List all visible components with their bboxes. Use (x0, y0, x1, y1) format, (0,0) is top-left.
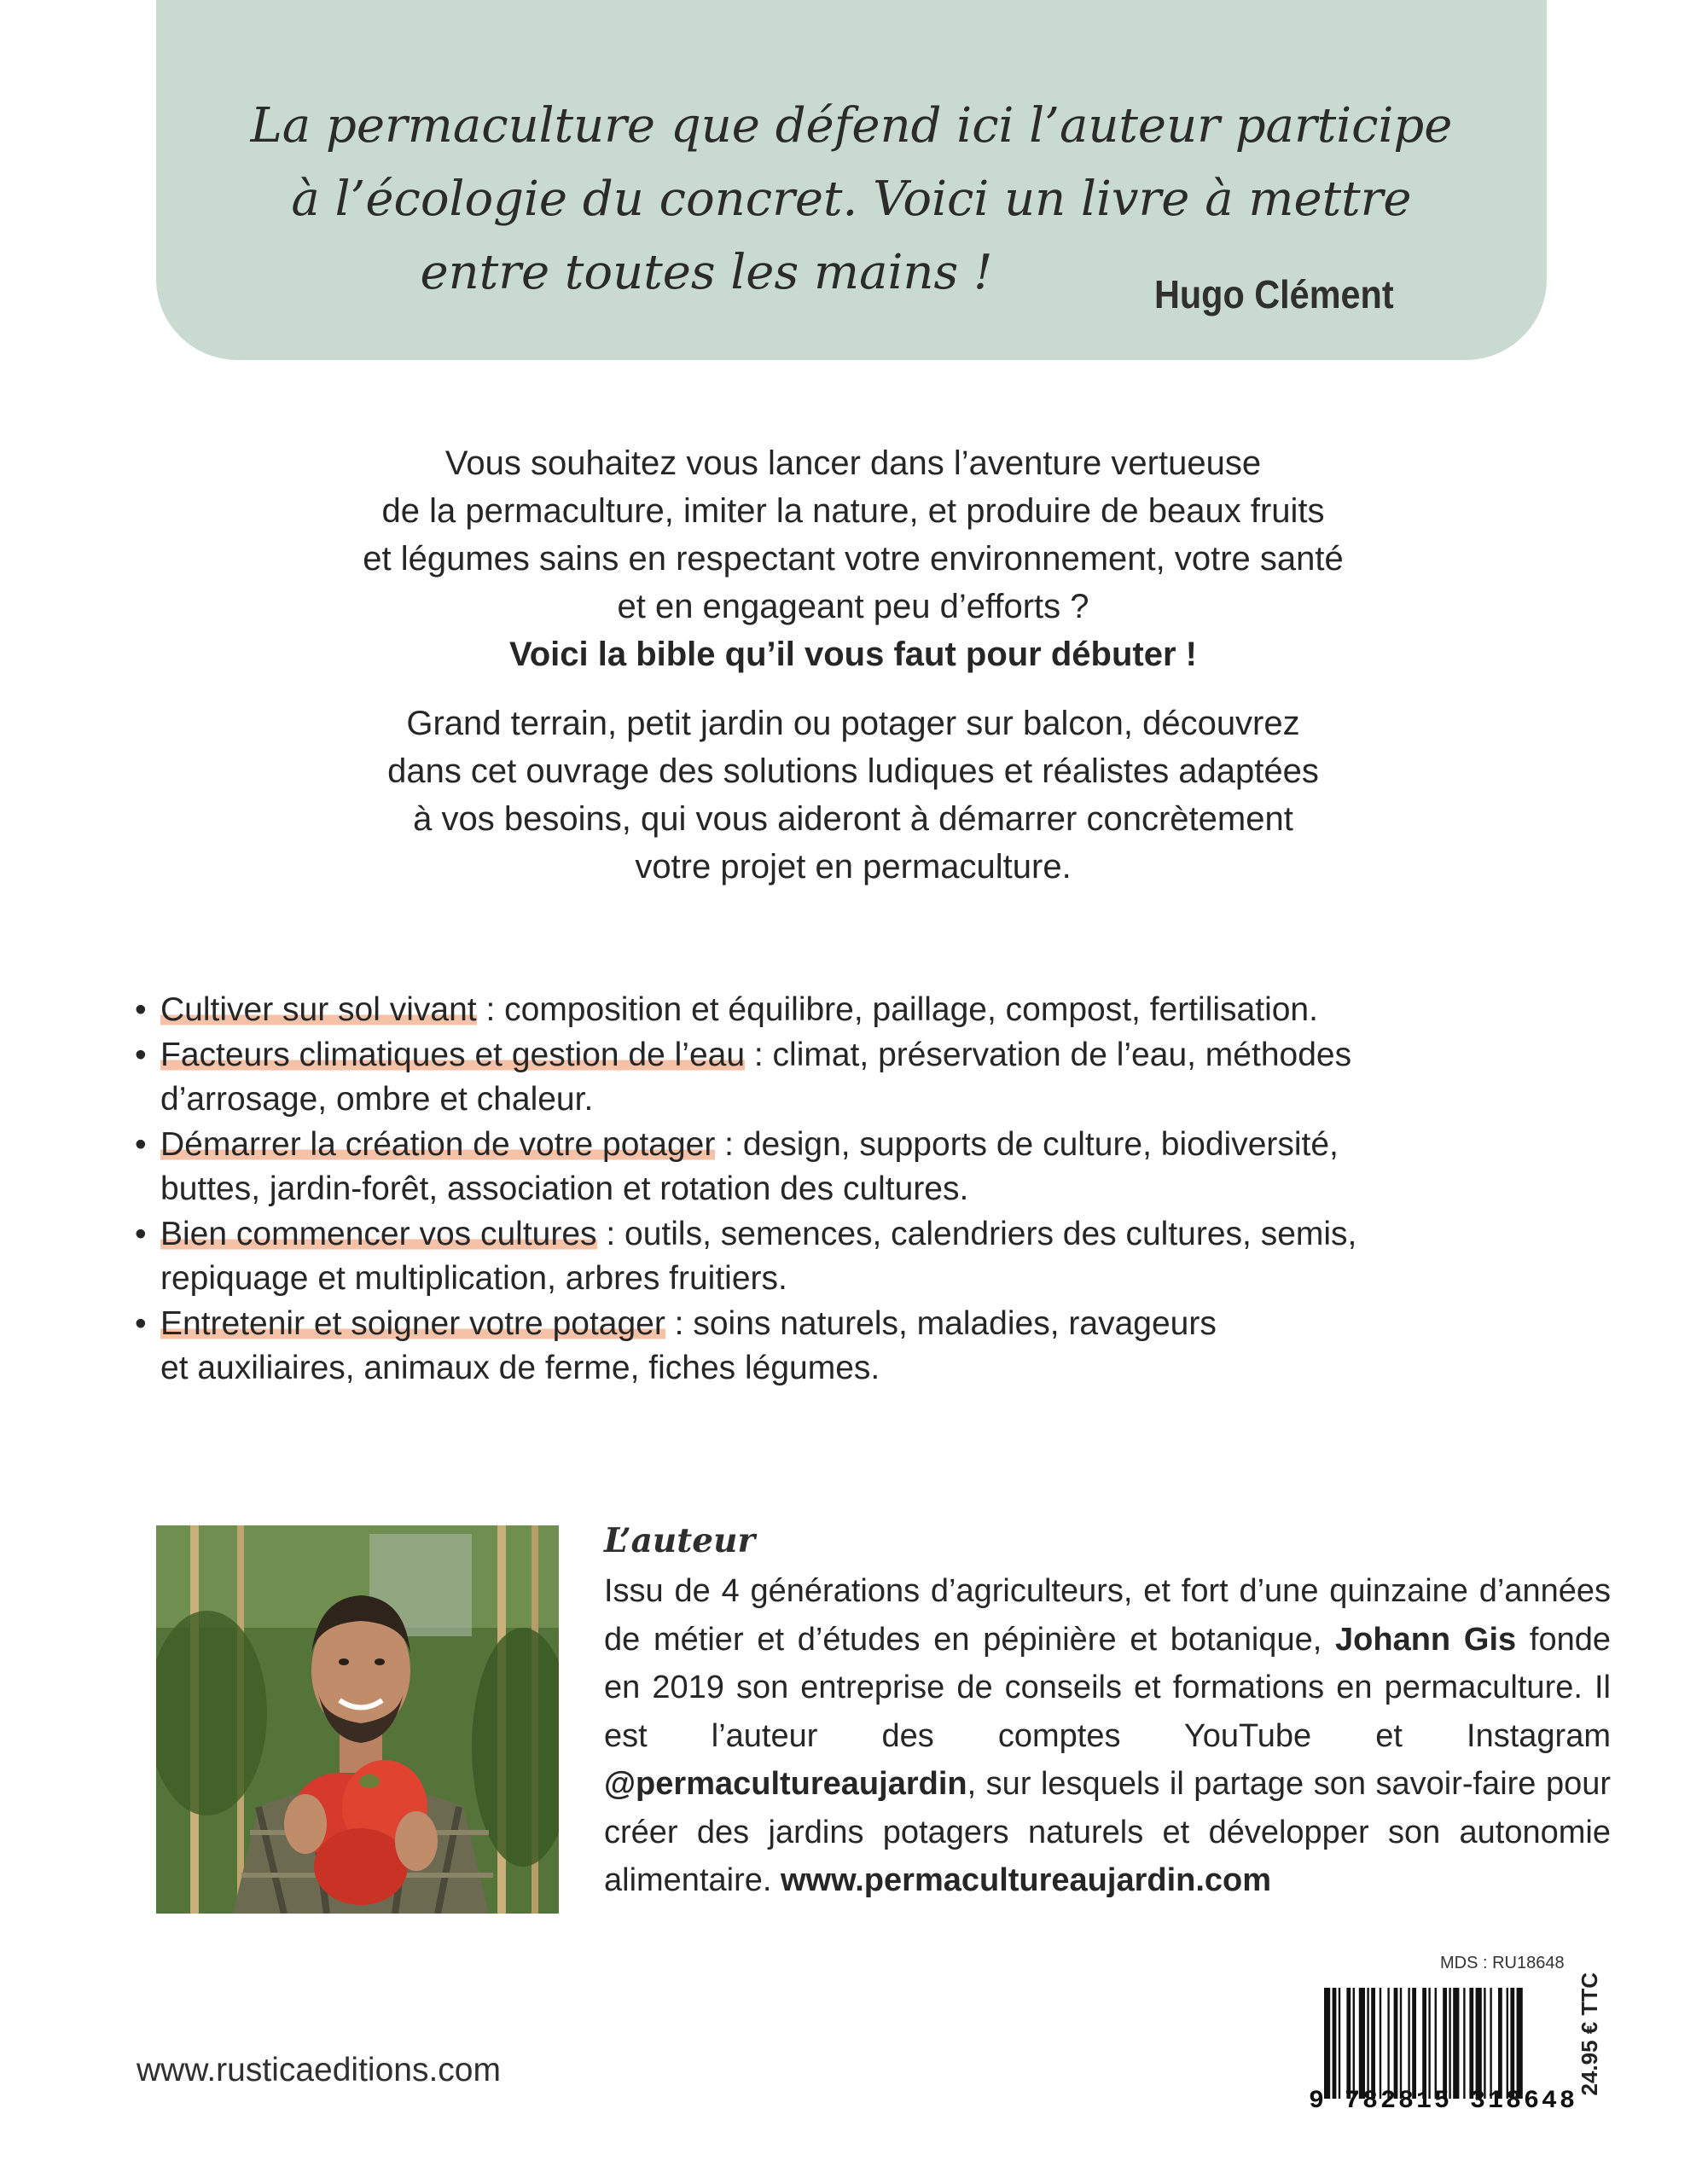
intro-line: de la permaculture, imiter la nature, et produire de beaux fruits (381, 492, 1325, 530)
barcode-bar (1412, 1988, 1416, 2099)
barcode-bar (1400, 1988, 1402, 2099)
bullet-dot: • (135, 1305, 147, 1342)
barcode-bar (1324, 1988, 1330, 2099)
intro-line: votre projet en permaculture. (635, 848, 1072, 886)
author-bio-text: , sur lesquels il partage son savoir-faire pour créer des jardins potagers naturels et développer son autonomie alimentaire. (604, 1766, 1611, 1898)
barcode-bar (1380, 1988, 1381, 2099)
barcode-bar (1453, 1988, 1459, 2099)
intro-tagline: Voici la bible qu’il vous faut pour débuter ! (509, 636, 1197, 673)
author-section (604, 1521, 1611, 1905)
barcode-bar (1367, 1988, 1368, 2099)
author-bio (604, 1567, 1611, 1905)
publisher-website: www.rusticaeditions.com (137, 2052, 501, 2088)
quote-line: La permaculture que défend ici l’auteur participe (250, 98, 1453, 154)
intro-paragraph-1 (171, 439, 1536, 678)
author-photo-illustration (156, 1525, 559, 1914)
topic-text: : climat, préservation de l’eau, méthodes (745, 1037, 1352, 1073)
barcode-bar (1353, 1988, 1355, 2099)
barcode-bar (1490, 1988, 1491, 2099)
topic-text-continued: repiquage et multiplication, arbres fruitiers. (160, 1260, 787, 1297)
author-section-title: L’auteur (604, 1521, 756, 1560)
topic-text: : design, supports de culture, biodiversité, (715, 1126, 1339, 1163)
intro-line: et en engageant peu d’efforts ? (617, 588, 1089, 625)
list-item (135, 1302, 1585, 1391)
topics-list (135, 988, 1585, 1391)
barcode-bar (1435, 1988, 1437, 2099)
barcode-bar (1371, 1988, 1375, 2099)
list-item (135, 1212, 1585, 1301)
topic-text-continued: buttes, jardin-forêt, association et rotation des cultures. (160, 1170, 969, 1207)
author-name: Johann Gis (1335, 1621, 1517, 1658)
barcode-bar (1339, 1988, 1340, 2099)
quote-box (156, 0, 1547, 360)
intro-line: Vous souhaitez vous lancer dans l’aventure vertueuse (444, 444, 1262, 482)
barcode-bar (1443, 1988, 1447, 2099)
author-bio-text: fonde en 2019 son entreprise de conseils et formations en permaculture. Il est l’auteur des comptes YouTube et Instagram (604, 1621, 1612, 1754)
list-item (135, 1033, 1585, 1122)
topic-title: Démarrer la création de votre potager (160, 1126, 716, 1163)
intro-line: Grand terrain, petit jardin ou potager sur balcon, découvrez (406, 705, 1300, 742)
barcode-bar (1428, 1988, 1430, 2099)
topic-text: : composition et équilibre, paillage, compost, fertilisation. (476, 991, 1318, 1028)
quote-author: Hugo Clément (1154, 272, 1394, 317)
mds-code: MDS : RU18648 (1440, 1954, 1565, 1972)
list-item (135, 1123, 1585, 1211)
quote-line: entre toutes les mains ! (420, 245, 993, 300)
barcode-bar (1469, 1988, 1473, 2099)
list-item (135, 988, 1585, 1032)
author-handle: @permacultureaujardin (604, 1766, 967, 1802)
topic-text-continued: et auxiliaires, animaux de ferme, fiches légumes. (160, 1350, 880, 1386)
barcode-bar (1498, 1988, 1502, 2099)
intro-line: dans cet ouvrage des solutions ludiques et réalistes adaptées (387, 752, 1319, 790)
barcode-bar (1408, 1988, 1409, 2099)
author-website: www.permacultureaujardin.com (780, 1862, 1272, 1898)
intro-line: à vos besoins, qui vous aideront à démarrer concrètement (413, 800, 1293, 838)
topic-text: : soins naturels, maladies, ravageurs (665, 1305, 1217, 1342)
intro-paragraph-2 (171, 700, 1536, 891)
barcode (1324, 1988, 1567, 2099)
bullet-dot: • (135, 1037, 147, 1073)
topic-title: Cultiver sur sol vivant (160, 991, 477, 1028)
barcode-bar (1449, 1988, 1450, 2099)
barcode-bar (1422, 1988, 1426, 2099)
barcode-bar (1394, 1988, 1398, 2099)
topic-title: Facteurs climatiques et gestion de l’eau (160, 1037, 746, 1073)
topic-text: : outils, semences, calendriers des cultures, semis, (596, 1216, 1357, 1252)
bullet-dot: • (135, 1216, 147, 1252)
bullet-dot: • (135, 1126, 147, 1163)
barcode-bar (1359, 1988, 1365, 2099)
barcode-bar (1476, 1988, 1482, 2099)
topic-title: Entretenir et soigner votre potager (160, 1305, 665, 1342)
topic-title: Bien commencer vos cultures (160, 1216, 597, 1252)
quote-line: à l’écologie du concret. Voici un livre à mettre (291, 171, 1412, 227)
barcode-bar (1463, 1988, 1465, 2099)
bullet-dot: • (135, 991, 147, 1028)
price-label: 24.95 € TTC (1577, 1972, 1602, 2096)
isbn-number: 9 782815 318648 (1309, 2087, 1578, 2116)
barcode-bar (1510, 1988, 1514, 2099)
barcode-bar (1517, 1988, 1523, 2099)
author-photo (156, 1525, 559, 1914)
barcode-bar (1484, 1988, 1485, 2099)
intro-line: et légumes sains en respectant votre environnement, votre santé (363, 540, 1344, 578)
author-bio-text: Issu de 4 générations d’agriculteurs, et fort d’une quinzaine d’années de métier et d’études en pépinière et botanique, (604, 1573, 1611, 1658)
barcode-bar (1333, 1988, 1337, 2099)
barcode-bar (1387, 1988, 1389, 2099)
barcode-bar (1507, 1988, 1508, 2099)
barcode-bar (1346, 1988, 1351, 2099)
topic-text-continued: d’arrosage, ombre et chaleur. (160, 1081, 594, 1118)
